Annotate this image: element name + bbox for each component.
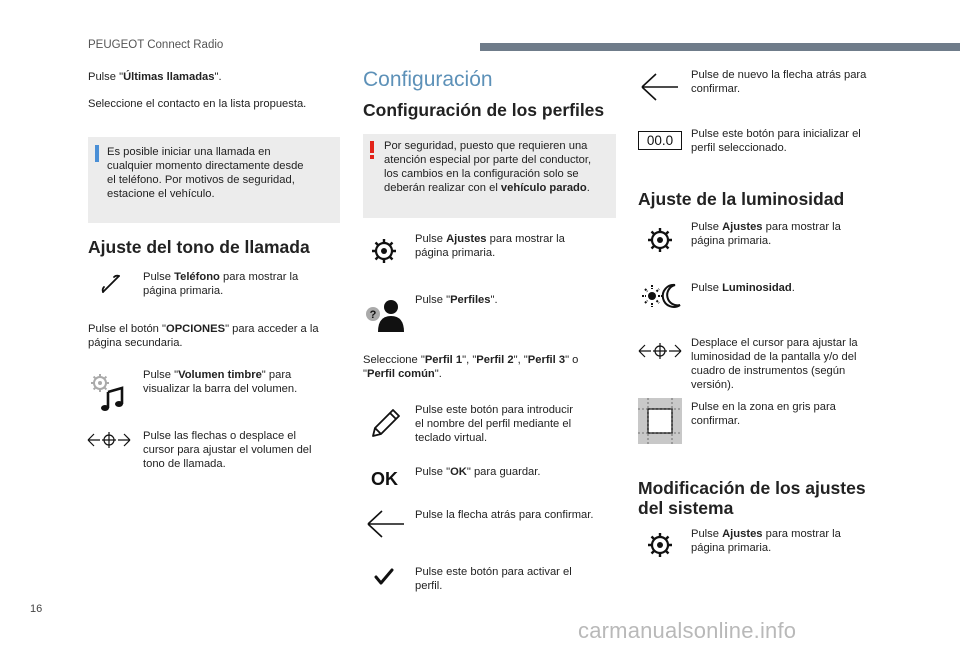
phone-icon — [100, 272, 122, 294]
step-ajustes-sistema — [691, 527, 841, 555]
line: visualizar la barra del volumen. — [143, 383, 298, 395]
text: Pulse " — [415, 466, 451, 478]
line: versión). — [691, 379, 734, 391]
text: " para guardar. — [466, 466, 541, 478]
line: Es posible iniciar una llamada en — [107, 146, 271, 158]
text: ". — [490, 294, 498, 306]
step-zona-gris — [691, 400, 836, 428]
step-desplace-cursor — [691, 336, 858, 392]
text: para mostrar la — [486, 233, 565, 245]
text-bold: OPCIONES — [166, 323, 226, 335]
line: página primaria. — [691, 542, 772, 554]
warning-marker — [370, 141, 374, 153]
text-bold: Volumen timbre — [178, 369, 262, 381]
text: " para acceder a la — [225, 323, 319, 335]
paragraph-seleccione: Seleccione el contacto en la lista propuesta. — [88, 98, 307, 110]
text: ", " — [513, 354, 528, 366]
slider-arrows-icon — [87, 430, 131, 450]
line: del sistema — [638, 498, 734, 518]
step-flechas — [143, 429, 312, 471]
line: Pulse en la zona en gris para — [691, 401, 836, 413]
line: página primaria. — [691, 235, 772, 247]
step-volumen-timbre — [143, 368, 297, 396]
step-inicializar — [691, 127, 861, 155]
line: Pulse este botón para introducir — [415, 404, 573, 416]
line: perfil. — [415, 580, 443, 592]
line: luminosidad de la pantalla y/o del — [691, 351, 857, 363]
line: estacione el vehículo. — [107, 188, 215, 200]
text: para mostrar la — [219, 271, 299, 283]
heading-perfiles: Configuración de los perfiles — [363, 100, 605, 120]
line: tono de llamada. — [143, 458, 226, 470]
warning-text — [384, 139, 591, 195]
text: " para — [261, 369, 292, 381]
text: " — [363, 368, 367, 380]
line: cuadro de instrumentos (según — [691, 365, 846, 377]
heading-luminosidad: Ajuste de la luminosidad — [638, 189, 845, 209]
line: Pulse las flechas o desplace el — [143, 430, 296, 442]
reset-button-icon: 00.0 — [638, 131, 682, 150]
step-ajustes — [415, 232, 565, 260]
section-title-configuracion: Configuración — [363, 68, 493, 91]
paragraph-seleccione-perfil — [363, 353, 578, 381]
paragraph-ultimas-llamadas — [88, 70, 222, 84]
info-note-marker — [95, 145, 99, 162]
text: Pulse — [415, 233, 447, 245]
line: el teléfono. Por motivos de seguridad, — [107, 174, 295, 186]
gear-icon — [647, 532, 673, 558]
svg-text:?: ? — [369, 309, 377, 321]
text: ". — [214, 71, 222, 83]
line: página primaria. — [143, 285, 224, 297]
step-luminosidad — [691, 281, 795, 295]
grey-zone-icon — [638, 398, 682, 444]
line: cualquier momento directamente desde — [107, 160, 304, 172]
watermark: carmanualsonline.info — [578, 618, 797, 643]
line: página primaria. — [415, 247, 496, 259]
sun-moon-icon — [642, 283, 682, 309]
slider-arrows-icon — [638, 341, 682, 361]
pencil-icon — [369, 408, 401, 440]
text-bold: vehículo parado — [500, 182, 587, 194]
line: Por seguridad, puesto que requieren una — [384, 140, 588, 152]
heading-ajustes-sistema — [638, 478, 866, 518]
text: Pulse " — [415, 294, 451, 306]
line: página secundaria. — [88, 337, 183, 349]
line: los cambios en la configuración solo se — [384, 168, 579, 180]
text-bold: OK — [450, 466, 467, 478]
text-bold: Ajustes — [722, 528, 763, 540]
header-title: PEUGEOT Connect Radio — [88, 39, 224, 51]
text: ". — [434, 368, 442, 380]
line: Modificación de los ajustes — [638, 478, 866, 498]
text-bold: Luminosidad — [722, 282, 792, 294]
step-flecha-atras-confirmar — [691, 68, 866, 96]
header-bar — [480, 43, 960, 51]
line: Desplace el cursor para ajustar la — [691, 337, 858, 349]
text-bold: Ajustes — [722, 221, 763, 233]
profile-icon — [365, 298, 407, 332]
text: . — [586, 182, 590, 194]
text-bold: Perfil común — [366, 368, 435, 380]
text-bold: Perfiles — [450, 294, 491, 306]
line: atención especial por parte del conductor, — [384, 154, 592, 166]
text: deberán realizar con el — [384, 182, 501, 194]
text: para mostrar la — [762, 528, 841, 540]
text-bold: Últimas llamadas — [123, 71, 215, 83]
step-perfiles — [415, 293, 498, 307]
text: para mostrar la — [762, 221, 841, 233]
ok-button-icon: OK — [371, 469, 398, 489]
checkmark-icon — [374, 568, 394, 586]
line: cursor para ajustar el volumen del — [143, 444, 312, 456]
ringtone-settings-icon — [88, 372, 128, 412]
text-bold: Teléfono — [174, 271, 220, 283]
line: Pulse de nuevo la flecha atrás para — [691, 69, 867, 81]
line: confirmar. — [691, 83, 741, 95]
line: Pulse este botón para activar el — [415, 566, 572, 578]
gear-icon — [647, 227, 673, 253]
page-number: 16 — [30, 603, 43, 615]
line: confirmar. — [691, 415, 741, 427]
heading-tono-llamada: Ajuste del tono de llamada — [88, 237, 310, 257]
line: el nombre del perfil mediante el — [415, 418, 572, 430]
step-ajustes-luminosidad — [691, 220, 841, 248]
step-introducir-nombre — [415, 403, 573, 445]
text-bold: Perfil 3 — [527, 354, 566, 366]
text: " o — [565, 354, 579, 366]
step-telefono — [143, 270, 298, 298]
step-ok — [415, 465, 541, 479]
text-bold: Perfil 2 — [476, 354, 514, 366]
line: Pulse este botón para inicializar el — [691, 128, 861, 140]
text: Pulse — [691, 282, 723, 294]
back-arrow-icon — [640, 72, 680, 102]
text: Pulse el botón " — [88, 323, 166, 335]
line: perfil seleccionado. — [691, 142, 787, 154]
text: ", " — [462, 354, 477, 366]
step-flecha-atras: Pulse la flecha atrás para confirmar. — [415, 509, 594, 521]
info-note-text — [107, 145, 304, 201]
text: Seleccione " — [363, 354, 425, 366]
text-bold: Ajustes — [446, 233, 487, 245]
line: teclado virtual. — [415, 432, 488, 444]
paragraph-opciones — [88, 322, 319, 350]
step-activar-perfil — [415, 565, 572, 593]
text-bold: Perfil 1 — [424, 354, 463, 366]
text: Pulse — [143, 271, 175, 283]
warning-marker-dot — [370, 155, 374, 159]
text: Pulse " — [88, 71, 124, 83]
text: Pulse — [691, 221, 723, 233]
back-arrow-icon — [366, 509, 406, 539]
text: . — [791, 282, 795, 294]
text: Pulse — [691, 528, 723, 540]
gear-icon — [371, 238, 397, 264]
text: Pulse " — [143, 369, 179, 381]
